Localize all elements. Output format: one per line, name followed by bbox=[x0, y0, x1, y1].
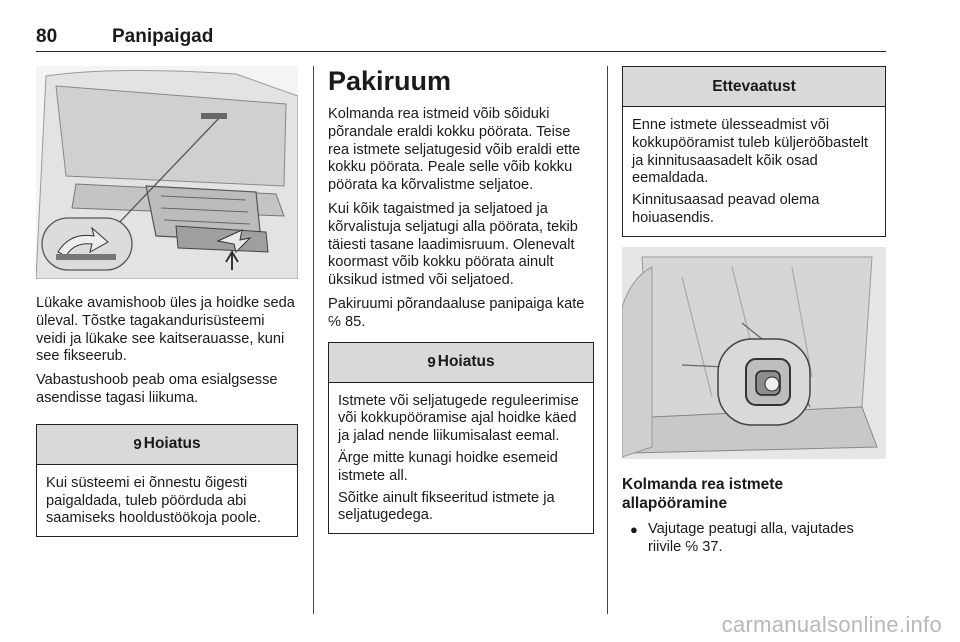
warning-title: Hoiatus bbox=[437, 353, 495, 371]
column-middle bbox=[328, 66, 594, 534]
caution-box bbox=[622, 66, 886, 237]
body-paragraph: Kui kõik tagaistmed ja seljatoed ja kõrvalistuja seljatugi alla pöörata, tekib täiesti tasane laadimisruum. Olenevalt koormast võib kokku pöörata ainult üksikud istmed või seljatoed. bbox=[328, 200, 578, 289]
list-item-text: Vajutage peatugi alla, vajutades riivile ℅ 37. bbox=[648, 520, 854, 555]
caution-text: Kinnitusaasad peavad olema hoiuasendis. bbox=[632, 192, 820, 226]
column-right bbox=[622, 66, 886, 556]
warning-box bbox=[36, 424, 298, 537]
caution-text: Enne istmete ülesseadmist või kokkupööramist tuleb küljeröõbastelt ja kinnitusaasadelt kõik osad eemaldada. bbox=[632, 117, 869, 187]
warning-box bbox=[328, 342, 594, 535]
warning-header bbox=[329, 343, 593, 383]
caution-title: Ettevaatust bbox=[712, 77, 796, 95]
warning-header bbox=[37, 425, 297, 465]
cross-reference-paragraph: Pakiruumi põrandaaluse panipaiga kate ℅ 85. bbox=[328, 295, 585, 330]
subsection-heading: Kolmanda rea istmete allapööramine bbox=[622, 475, 784, 512]
instruction-paragraph: Vabastushoob peab oma esialgsesse asendisse tagasi liikuma. bbox=[36, 372, 278, 406]
page-number: 80 bbox=[36, 26, 58, 47]
section-title: Panipaigad bbox=[112, 26, 214, 47]
cargo-area-illustration bbox=[622, 247, 886, 459]
warning-triangle-icon: 9 bbox=[133, 435, 142, 453]
column-divider bbox=[607, 66, 608, 614]
warning-triangle-icon: 9 bbox=[427, 353, 436, 371]
column-left bbox=[36, 66, 298, 537]
warning-text: Sõitke ainult fikseeritud istmete ja seljatugedega. bbox=[338, 489, 555, 524]
warning-text: Kui süsteemi ei õnnestu õigesti paigaldada, tuleb pöörduda abi saamiseks hooldustöökoja poole. bbox=[46, 474, 261, 527]
warning-text: Istmete või seljatugede reguleerimise või kokkupööramise ajal hoidke käed ja jalad nende liikumisalast eemal. bbox=[338, 392, 579, 445]
list-item bbox=[622, 521, 886, 557]
bullet-icon: ● bbox=[630, 521, 638, 537]
warning-title: Hoiatus bbox=[143, 435, 201, 453]
instruction-paragraph: Lükake avamishoob üles ja hoidke seda üleval. Tõstke tagakandurisüsteemi veidi ja lükake see kaitserauasse, kuni see fikseerub. bbox=[36, 295, 295, 365]
column-divider bbox=[313, 66, 314, 614]
page-header bbox=[36, 22, 886, 52]
body-paragraph: Kolmanda rea istmeid võib sõiduki põrandale eraldi kokku pöörata. Teise rea istmete seljatugesid võib eraldi ette kokku pöörata. Peale selle võib kokku pöörata ka kõrvalistme seljatoe. bbox=[328, 106, 581, 194]
watermark: carmanualsonline.info bbox=[721, 612, 942, 637]
rear-carrier-illustration bbox=[36, 66, 298, 279]
section-heading: Pakiruum bbox=[328, 66, 452, 96]
warning-text: Ärge mitte kunagi hoidke esemeid istmete all. bbox=[338, 449, 558, 484]
caution-header bbox=[623, 67, 885, 107]
